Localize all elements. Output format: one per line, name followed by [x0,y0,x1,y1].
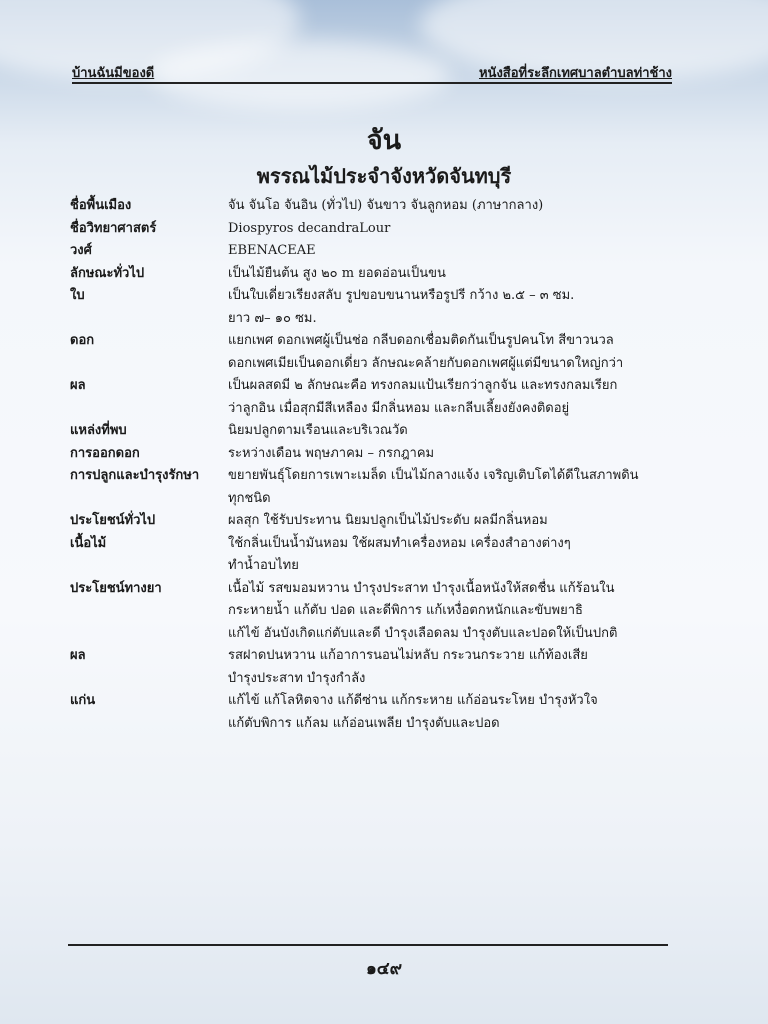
page-number: ๑๔๙ [365,959,403,979]
entry-value-line: แก้ตับพิการ แก้ลม แก้อ่อนเพลีย บำรุงตับและปอด [228,715,500,731]
entry-value-line: บำรุงประสาท บำรุงกำลัง [228,670,366,686]
footer-divider [68,944,668,946]
entry-value-line: ยาว ๗– ๑๐ ซม. [228,310,317,326]
entry-label: ชื่อพื้นเมือง [70,198,132,213]
entry-value [228,240,680,263]
entry-value-line: เป็นใบเดี่ยวเรียงสลับ รูปขอบขนานหรือรูปรี กว้าง ๒.๕ – ๓ ซม. [228,288,575,303]
header-right-text: หนังสือที่ระลึกเทศบาลตำบลท่าช้าง [478,66,672,81]
entry-value [228,533,680,578]
entry-row [70,465,680,510]
entry-label: ประโยชน์ทางยา [70,580,162,596]
entry-row [70,420,680,443]
entry-value [228,330,680,375]
entry-label: แหล่งที่พบ [70,423,127,438]
page-subtitle: พรรณไม้ประจำจังหวัดจันทบุรี [256,164,512,188]
entry-value [228,285,680,330]
entry-label: ประโยชน์ทั่วไป [70,513,156,528]
entry-label: เนื้อไม้ [70,535,107,551]
entry-row [70,690,680,735]
entry-row [70,195,680,218]
entry-value-line: นิยมปลูกตามเรือนและบริเวณวัด [228,423,408,438]
entry-label: ดอก [70,333,95,348]
entry-value-line: เป็นผลสดมี ๒ ลักษณะคือ ทรงกลมแป้นเรียกว่าลูกจัน และทรงกลมเรียก [228,378,618,393]
entry-value-line: แก้ไข้ แก้โลหิตจาง แก้ดีซ่าน แก้กระหาย แก้อ่อนระโหย บำรุงหัวใจ [228,693,598,708]
entry-row [70,218,680,241]
entry-value [228,263,680,286]
entry-label: ใบ [70,288,85,303]
entry-value-line: รสฝาดปนหวาน แก้อาการนอนไม่หลับ กระวนกระวาย แก้ท้องเสีย [228,648,588,663]
entry-value-line: เนื้อไม้ รสขมอมหวาน บำรุงประสาท บำรุงเนื้อหนังให้สดชื่น แก้ร้อนใน [228,580,615,596]
entry-label: ผล [70,378,86,393]
entry-value-line: ผลสุก ใช้รับประทาน นิยมปลูกเป็นไม้ประดับ ผลมีกลิ่นหอม [228,513,548,528]
entry-label: การออกดอก [70,445,140,461]
entry-value [228,578,680,646]
entry-value [228,375,680,420]
running-header [72,60,672,84]
entry-row [70,533,680,578]
entry-value-line: แก้ไข้ อันบังเกิดแก่ตับและดี บำรุงเลือดลม บำรุงตับและปอดให้เป็นปกติ [228,625,618,641]
entry-row [70,578,680,646]
entry-value-line: แยกเพศ ดอกเพศผู้เป็นช่อ กลีบดอกเชื่อมติดกันเป็นรูปคนโท สีขาวนวล [228,333,614,348]
entry-row [70,330,680,375]
entry-value [228,218,680,241]
entry-row [70,240,680,263]
entry-value-line: เป็นไม้ยืนต้น สูง ๒๐ m ยอดอ่อนเป็นขน [228,265,446,281]
entry-label: วงศ์ [70,243,92,258]
entry-value-line: ใช้กลิ่นเป็นน้ำมันหอม ใช้ผสมทำเครื่องหอม เครื่องสำอางต่างๆ [228,535,571,551]
entry-value-line: กระหายน้ำ แก้ตับ ปอด และดีพิการ แก้เหงื่อตกหนักและขับพยาธิ [228,603,583,618]
entry-value [228,443,680,466]
entry-row [70,375,680,420]
entry-value [228,420,680,443]
entry-value-line: ระหว่างเดือน พฤษภาคม – กรกฎาคม [228,445,435,461]
entry-value-line: ดอกเพศเมียเป็นดอกเดี่ยว ลักษณะคล้ายกับดอกเพศผู้แต่มีขนาดใหญ่กว่า [228,355,624,371]
entry-value [228,645,680,690]
entry-label: ผล [70,648,86,663]
header-left-text: บ้านฉันมีของดี [72,66,155,81]
entry-value-line: ทำน้ำอบไทย [228,558,299,573]
entry-value [228,690,680,735]
entry-value-line: EBENACEAE [228,243,316,258]
entry-label: ชื่อวิทยาศาสตร์ [70,220,157,236]
entry-value-line: ทุกชนิด [228,490,271,506]
entry-row [70,510,680,533]
entry-row [70,263,680,286]
entry-list [70,195,680,735]
entry-value-line: จัน จันโอ จันอิน (ทั่วไป) จันขาว จันลูกหอม (ภาษากลาง) [228,198,544,213]
entry-value-line: Diospyros decandraLour [228,220,391,236]
entry-value [228,465,680,510]
entry-value-line: ว่าลูกอิน เมื่อสุกมีสีเหลือง มีกลิ่นหอม และกลีบเลี้ยงยังคงติดอยู่ [228,400,570,416]
entry-label: ลักษณะทั่วไป [70,265,145,281]
entry-row [70,645,680,690]
page-title: จัน [366,125,402,156]
entry-value [228,195,680,218]
entry-value [228,510,680,533]
entry-label: การปลูกและบำรุงรักษา [70,468,200,483]
entry-row [70,443,680,466]
entry-label: แก่น [70,693,96,708]
entry-value-line: ขยายพันธุ์โดยการเพาะเมล็ด เป็นไม้กลางแจ้ง เจริญเติบโตได้ดีในสภาพดิน [228,468,639,483]
entry-row [70,285,680,330]
